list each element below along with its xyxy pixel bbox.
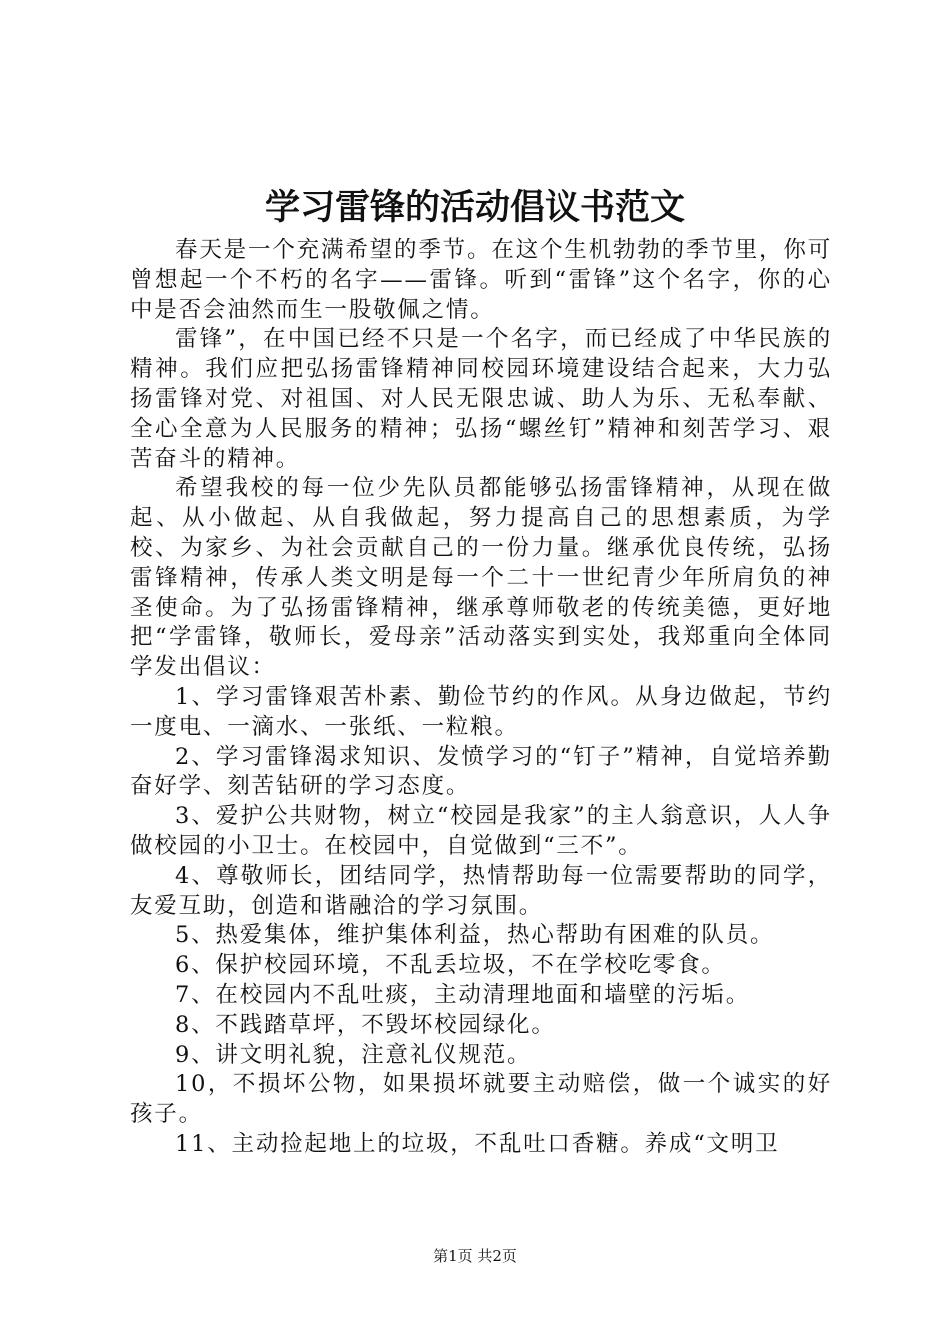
document-body bbox=[130, 236, 832, 1160]
list-item: 7、在校园内不乱吐痰，主动清理地面和墙壁的污垢。 bbox=[175, 981, 751, 1008]
list-item: 11、主动捡起地上的垃圾，不乱吐口香糖。养成“文明卫 bbox=[175, 1130, 780, 1157]
list-item: 1、学习雷锋艰苦朴素、勤俭节约的作风。从身边做起，节约一度电、一滴水、一张纸、一粒粮。 bbox=[130, 683, 832, 740]
paragraph-spirit: 雷锋”，在中国已经不只是一个名字，而已经成了中华民族的精神。我们应把弘扬雷锋精神同校园环境建设结合起来，大力弘扬雷锋对党、对祖国、对人民无限忠诚、助人为乐、无私奉献、全心全意为人民服务的精神；弘扬“螺丝钉”精神和刻苦学习、艰苦奋斗的精神。 bbox=[130, 326, 832, 472]
list-item: 3、爱护公共财物，树立“校园是我家”的主人翁意识，人人争做校园的小卫士。在校园中，自觉做到“三不”。 bbox=[130, 803, 832, 859]
list-item: 2、学习雷锋渴求知识、发愤学习的“钉子”精神，自觉培养勤奋好学、刻苦钻研的学习态度。 bbox=[130, 743, 832, 800]
list-item: 10，不损坏公物，如果损坏就要主动赔偿，做一个诚实的好孩子。 bbox=[130, 1071, 832, 1128]
page-footer: 第1页 共2页 bbox=[433, 1247, 517, 1265]
list-item: 6、保护校园环境，不乱丢垃圾，不在学校吃零食。 bbox=[175, 952, 726, 979]
paragraph-proposal: 希望我校的每一位少先队员都能够弘扬雷锋精神，从现在做起、从小做起、从自我做起，努力提高自己的思想素质，为学校、为家乡、为社会贡献自己的一份力量。继承优良传统，弘扬雷锋精神，传承人类文明是每一个二十一世纪青少年所肩负的神圣使命。为了弘扬雷锋精神，继承尊师敬老的传统美德，更好地把“学雷锋，敬师长，爱母亲”活动落实到实处，我郑重向全体同学发出倡议： bbox=[130, 475, 832, 681]
paragraph-intro: 春天是一个充满希望的季节。在这个生机勃勃的季节里，你可曾想起一个不朽的名字——雷锋。听到“雷锋”这个名字，你的心中是否会油然而生一股敬佩之情。 bbox=[130, 237, 832, 323]
list-item: 9、讲文明礼貌，注意礼仪规范。 bbox=[175, 1041, 532, 1068]
list-item: 5、热爱集体，维护集体利益，热心帮助有困难的队员。 bbox=[175, 922, 775, 949]
list-item: 4、尊敬师长，团结同学，热情帮助每一位需要帮助的同学，友爱互助，创造和谐融洽的学习氛围。 bbox=[130, 862, 832, 919]
list-item: 8、不践踏草坪，不毁坏校园绿化。 bbox=[175, 1011, 556, 1038]
document-title: 学习雷锋的活动倡议书范文 bbox=[264, 187, 685, 228]
